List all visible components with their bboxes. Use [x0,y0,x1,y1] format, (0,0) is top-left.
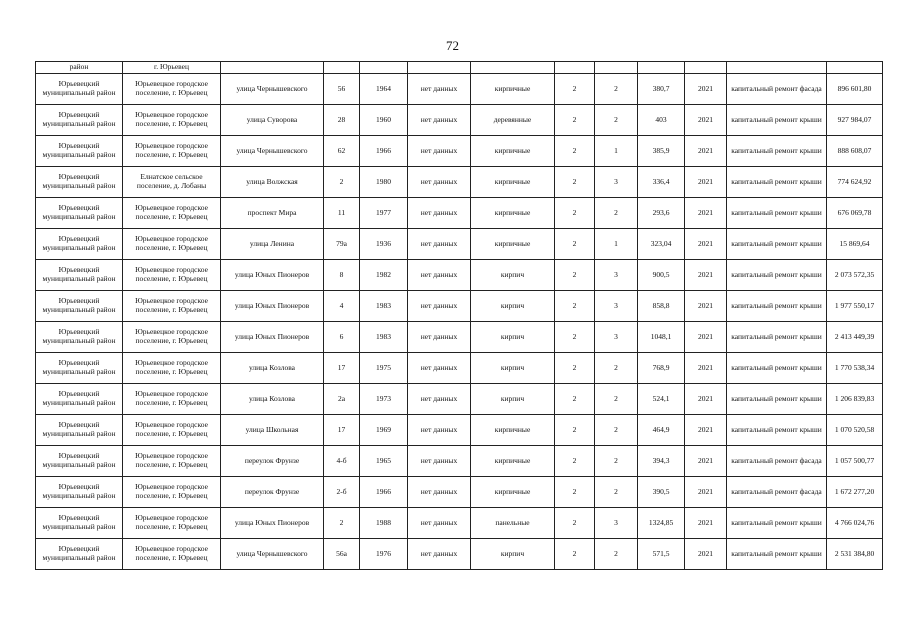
cell-empty [221,62,324,74]
cell-year: 1966 [360,136,408,167]
cell-plan-year: 2021 [685,260,727,291]
cell-plan-year: 2021 [685,322,727,353]
cell-district: Юрьевецкий муниципальный район [36,539,123,570]
cell-empty [595,62,638,74]
cell-settlement: Юрьевецкое городское поселение, г. Юрьевец [123,384,221,415]
cell-house: 56 [324,74,360,105]
table-row [36,74,883,105]
cell-year2: нет данных [408,105,471,136]
table-row [36,136,883,167]
cell-year: 1936 [360,229,408,260]
cell-street: улица Школьная [221,415,324,446]
cell-plan-year: 2021 [685,353,727,384]
cell-settlement: Юрьевецкое городское поселение, г. Юрьевец [123,136,221,167]
cell-cost: 1 770 538,34 [827,353,883,384]
cell-house: 62 [324,136,360,167]
cell-floors: 2 [555,260,595,291]
cell-settlement: г. Юрьевец [123,62,221,74]
cell-walls: кирпичные [471,477,555,508]
cell-empty [827,62,883,74]
cell-cost: 1 977 550,17 [827,291,883,322]
cell-year: 1965 [360,446,408,477]
cell-settlement: Юрьевецкое городское поселение, г. Юрьевец [123,539,221,570]
cell-district: Юрьевецкий муниципальный район [36,384,123,415]
cell-plan-year: 2021 [685,415,727,446]
cell-cost: 896 601,80 [827,74,883,105]
cell-floors: 2 [555,353,595,384]
cell-empty [471,62,555,74]
cell-floors: 2 [555,415,595,446]
cell-year2: нет данных [408,136,471,167]
cell-house: 28 [324,105,360,136]
cell-house: 56а [324,539,360,570]
cell-floors: 2 [555,508,595,539]
table-row [36,508,883,539]
cell-street: улица Юных Пионеров [221,322,324,353]
cell-house: 2 [324,508,360,539]
cell-district: Юрьевецкий муниципальный район [36,477,123,508]
cell-cost: 4 766 024,76 [827,508,883,539]
cell-year2: нет данных [408,229,471,260]
cell-walls: кирпич [471,384,555,415]
cell-settlement: Юрьевецкое городское поселение, г. Юрьевец [123,353,221,384]
cell-area: 900,5 [638,260,685,291]
cell-area: 403 [638,105,685,136]
cell-walls: кирпичные [471,415,555,446]
cell-district: Юрьевецкий муниципальный район [36,322,123,353]
table-row [36,477,883,508]
cell-area: 385,9 [638,136,685,167]
cell-area: 524,1 [638,384,685,415]
cell-year2: нет данных [408,415,471,446]
cell-walls: кирпич [471,539,555,570]
cell-year2: нет данных [408,508,471,539]
cell-street: улица Чернышевского [221,136,324,167]
cell-street: улица Чернышевского [221,74,324,105]
cell-district: Юрьевецкий муниципальный район [36,260,123,291]
cell-cost: 774 624,92 [827,167,883,198]
cell-house: 11 [324,198,360,229]
cell-entrances: 3 [595,260,638,291]
cell-house: 2-б [324,477,360,508]
cell-district: Юрьевецкий муниципальный район [36,105,123,136]
cell-entrances: 2 [595,384,638,415]
cell-walls: кирпич [471,322,555,353]
table-row [36,105,883,136]
cell-walls: кирпичные [471,167,555,198]
cell-district: Юрьевецкий муниципальный район [36,74,123,105]
cell-year2: нет данных [408,539,471,570]
cell-street: улица Козлова [221,384,324,415]
cell-floors: 2 [555,384,595,415]
cell-entrances: 2 [595,415,638,446]
cell-house: 4 [324,291,360,322]
cell-plan-year: 2021 [685,539,727,570]
cell-street: переулок Фрунзе [221,446,324,477]
cell-work: капитальный ремонт фасада [727,74,827,105]
cell-cost: 676 069,78 [827,198,883,229]
cell-floors: 2 [555,74,595,105]
cell-plan-year: 2021 [685,167,727,198]
cell-work: капитальный ремонт фасада [727,477,827,508]
cell-settlement: Юрьевецкое городское поселение, г. Юрьевец [123,291,221,322]
cell-house: 17 [324,353,360,384]
cell-year2: нет данных [408,446,471,477]
cell-house: 4-б [324,446,360,477]
cell-cost: 927 984,07 [827,105,883,136]
cell-walls: кирпич [471,291,555,322]
cell-work: капитальный ремонт крыши [727,508,827,539]
cell-entrances: 1 [595,136,638,167]
cell-house: 2 [324,167,360,198]
cell-street: улица Козлова [221,353,324,384]
cell-entrances: 2 [595,539,638,570]
cell-empty [408,62,471,74]
cell-settlement: Юрьевецкое городское поселение, г. Юрьевец [123,74,221,105]
cell-entrances: 2 [595,353,638,384]
cell-walls: кирпичные [471,136,555,167]
cell-street: проспект Мира [221,198,324,229]
cell-walls: панельные [471,508,555,539]
cell-work: капитальный ремонт крыши [727,167,827,198]
cell-floors: 2 [555,539,595,570]
cell-plan-year: 2021 [685,508,727,539]
cell-plan-year: 2021 [685,446,727,477]
cell-plan-year: 2021 [685,384,727,415]
cell-work: капитальный ремонт крыши [727,384,827,415]
cell-empty [324,62,360,74]
cell-year: 1988 [360,508,408,539]
cell-work: капитальный ремонт крыши [727,198,827,229]
cell-floors: 2 [555,136,595,167]
cell-area: 1048,1 [638,322,685,353]
cell-house: 2а [324,384,360,415]
cell-area: 336,4 [638,167,685,198]
table-row [36,260,883,291]
cell-district: район [36,62,123,74]
cell-street: переулок Фрунзе [221,477,324,508]
cell-district: Юрьевецкий муниципальный район [36,415,123,446]
cell-house: 6 [324,322,360,353]
cell-plan-year: 2021 [685,291,727,322]
cell-cost: 1 672 277,20 [827,477,883,508]
cell-floors: 2 [555,105,595,136]
cell-year: 1980 [360,167,408,198]
cell-year2: нет данных [408,167,471,198]
cell-settlement: Елнатское сельское поселение, д. Лобаны [123,167,221,198]
cell-house: 8 [324,260,360,291]
cell-cost: 15 869,64 [827,229,883,260]
cell-settlement: Юрьевецкое городское поселение, г. Юрьевец [123,446,221,477]
cell-settlement: Юрьевецкое городское поселение, г. Юрьевец [123,198,221,229]
cell-empty [638,62,685,74]
cell-entrances: 2 [595,198,638,229]
cell-year: 1960 [360,105,408,136]
cell-year: 1983 [360,322,408,353]
cell-entrances: 3 [595,291,638,322]
cell-floors: 2 [555,322,595,353]
cell-district: Юрьевецкий муниципальный район [36,508,123,539]
page-number: 72 [446,38,459,53]
cell-work: капитальный ремонт крыши [727,229,827,260]
cell-plan-year: 2021 [685,136,727,167]
cell-year2: нет данных [408,384,471,415]
cell-cost: 1 070 520,58 [827,415,883,446]
cell-district: Юрьевецкий муниципальный район [36,229,123,260]
cell-area: 1324,85 [638,508,685,539]
cell-work: капитальный ремонт крыши [727,322,827,353]
table-row [36,415,883,446]
cell-entrances: 2 [595,105,638,136]
cell-entrances: 3 [595,167,638,198]
cell-district: Юрьевецкий муниципальный район [36,198,123,229]
housing-registry-table [35,61,883,570]
cell-year2: нет данных [408,353,471,384]
cell-entrances: 2 [595,477,638,508]
table-row [36,353,883,384]
cell-year2: нет данных [408,260,471,291]
table-row [36,229,883,260]
cell-plan-year: 2021 [685,477,727,508]
cell-year: 1964 [360,74,408,105]
cell-floors: 2 [555,229,595,260]
cell-street: улица Юных Пионеров [221,260,324,291]
cell-plan-year: 2021 [685,74,727,105]
cell-walls: кирпич [471,353,555,384]
cell-settlement: Юрьевецкое городское поселение, г. Юрьевец [123,415,221,446]
cell-work: капитальный ремонт крыши [727,291,827,322]
cell-work: капитальный ремонт крыши [727,539,827,570]
cell-district: Юрьевецкий муниципальный район [36,291,123,322]
cell-empty [555,62,595,74]
cell-district: Юрьевецкий муниципальный район [36,446,123,477]
cell-settlement: Юрьевецкое городское поселение, г. Юрьевец [123,322,221,353]
cell-work: капитальный ремонт крыши [727,353,827,384]
table-row [36,539,883,570]
cell-entrances: 1 [595,229,638,260]
cell-district: Юрьевецкий муниципальный район [36,353,123,384]
cell-street: улица Суворова [221,105,324,136]
cell-entrances: 3 [595,508,638,539]
cell-empty [727,62,827,74]
cell-street: улица Юных Пионеров [221,508,324,539]
cell-entrances: 2 [595,446,638,477]
cell-floors: 2 [555,291,595,322]
cell-plan-year: 2021 [685,229,727,260]
cell-empty [685,62,727,74]
cell-floors: 2 [555,477,595,508]
cell-house: 79а [324,229,360,260]
cell-district: Юрьевецкий муниципальный район [36,136,123,167]
table-row [36,384,883,415]
cell-walls: деревянные [471,105,555,136]
cell-area: 464,9 [638,415,685,446]
cell-settlement: Юрьевецкое городское поселение, г. Юрьевец [123,477,221,508]
cell-year: 1969 [360,415,408,446]
cell-year: 1975 [360,353,408,384]
table-row [36,322,883,353]
cell-area: 380,7 [638,74,685,105]
cell-district: Юрьевецкий муниципальный район [36,167,123,198]
cell-floors: 2 [555,167,595,198]
table-row [36,198,883,229]
cell-empty [360,62,408,74]
cell-area: 858,8 [638,291,685,322]
cell-street: улица Волжская [221,167,324,198]
cell-work: капитальный ремонт крыши [727,136,827,167]
cell-year: 1973 [360,384,408,415]
cell-cost: 1 206 839,83 [827,384,883,415]
cell-area: 390,5 [638,477,685,508]
cell-year: 1977 [360,198,408,229]
cell-house: 17 [324,415,360,446]
cell-entrances: 3 [595,322,638,353]
cell-area: 571,5 [638,539,685,570]
cell-year2: нет данных [408,477,471,508]
cell-street: улица Ленина [221,229,324,260]
cell-street: улица Чернышевского [221,539,324,570]
cell-walls: кирпичные [471,198,555,229]
cell-cost: 2 531 384,80 [827,539,883,570]
cell-settlement: Юрьевецкое городское поселение, г. Юрьевец [123,260,221,291]
cell-walls: кирпичные [471,229,555,260]
cell-settlement: Юрьевецкое городское поселение, г. Юрьевец [123,508,221,539]
cell-work: капитальный ремонт крыши [727,260,827,291]
cell-work: капитальный ремонт крыши [727,415,827,446]
cell-work: капитальный ремонт фасада [727,446,827,477]
cell-settlement: Юрьевецкое городское поселение, г. Юрьевец [123,105,221,136]
cell-walls: кирпич [471,260,555,291]
cell-area: 323,04 [638,229,685,260]
cell-cost: 2 073 572,35 [827,260,883,291]
cell-floors: 2 [555,198,595,229]
table-row [36,291,883,322]
cell-street: улица Юных Пионеров [221,291,324,322]
cell-area: 394,3 [638,446,685,477]
cell-year: 1966 [360,477,408,508]
cell-year: 1983 [360,291,408,322]
cell-cost: 2 413 449,39 [827,322,883,353]
cell-walls: кирпичные [471,74,555,105]
cell-floors: 2 [555,446,595,477]
cell-year2: нет данных [408,291,471,322]
table-row [36,446,883,477]
table-row [36,167,883,198]
cell-year2: нет данных [408,198,471,229]
cell-year2: нет данных [408,74,471,105]
cell-walls: кирпичные [471,446,555,477]
cell-cost: 1 057 500,77 [827,446,883,477]
table-row-continued [36,62,883,74]
cell-year: 1976 [360,539,408,570]
cell-entrances: 2 [595,74,638,105]
cell-settlement: Юрьевецкое городское поселение, г. Юрьевец [123,229,221,260]
cell-cost: 888 608,07 [827,136,883,167]
cell-area: 768,9 [638,353,685,384]
cell-year: 1982 [360,260,408,291]
cell-year2: нет данных [408,322,471,353]
cell-work: капитальный ремонт крыши [727,105,827,136]
cell-plan-year: 2021 [685,198,727,229]
cell-plan-year: 2021 [685,105,727,136]
cell-area: 293,6 [638,198,685,229]
